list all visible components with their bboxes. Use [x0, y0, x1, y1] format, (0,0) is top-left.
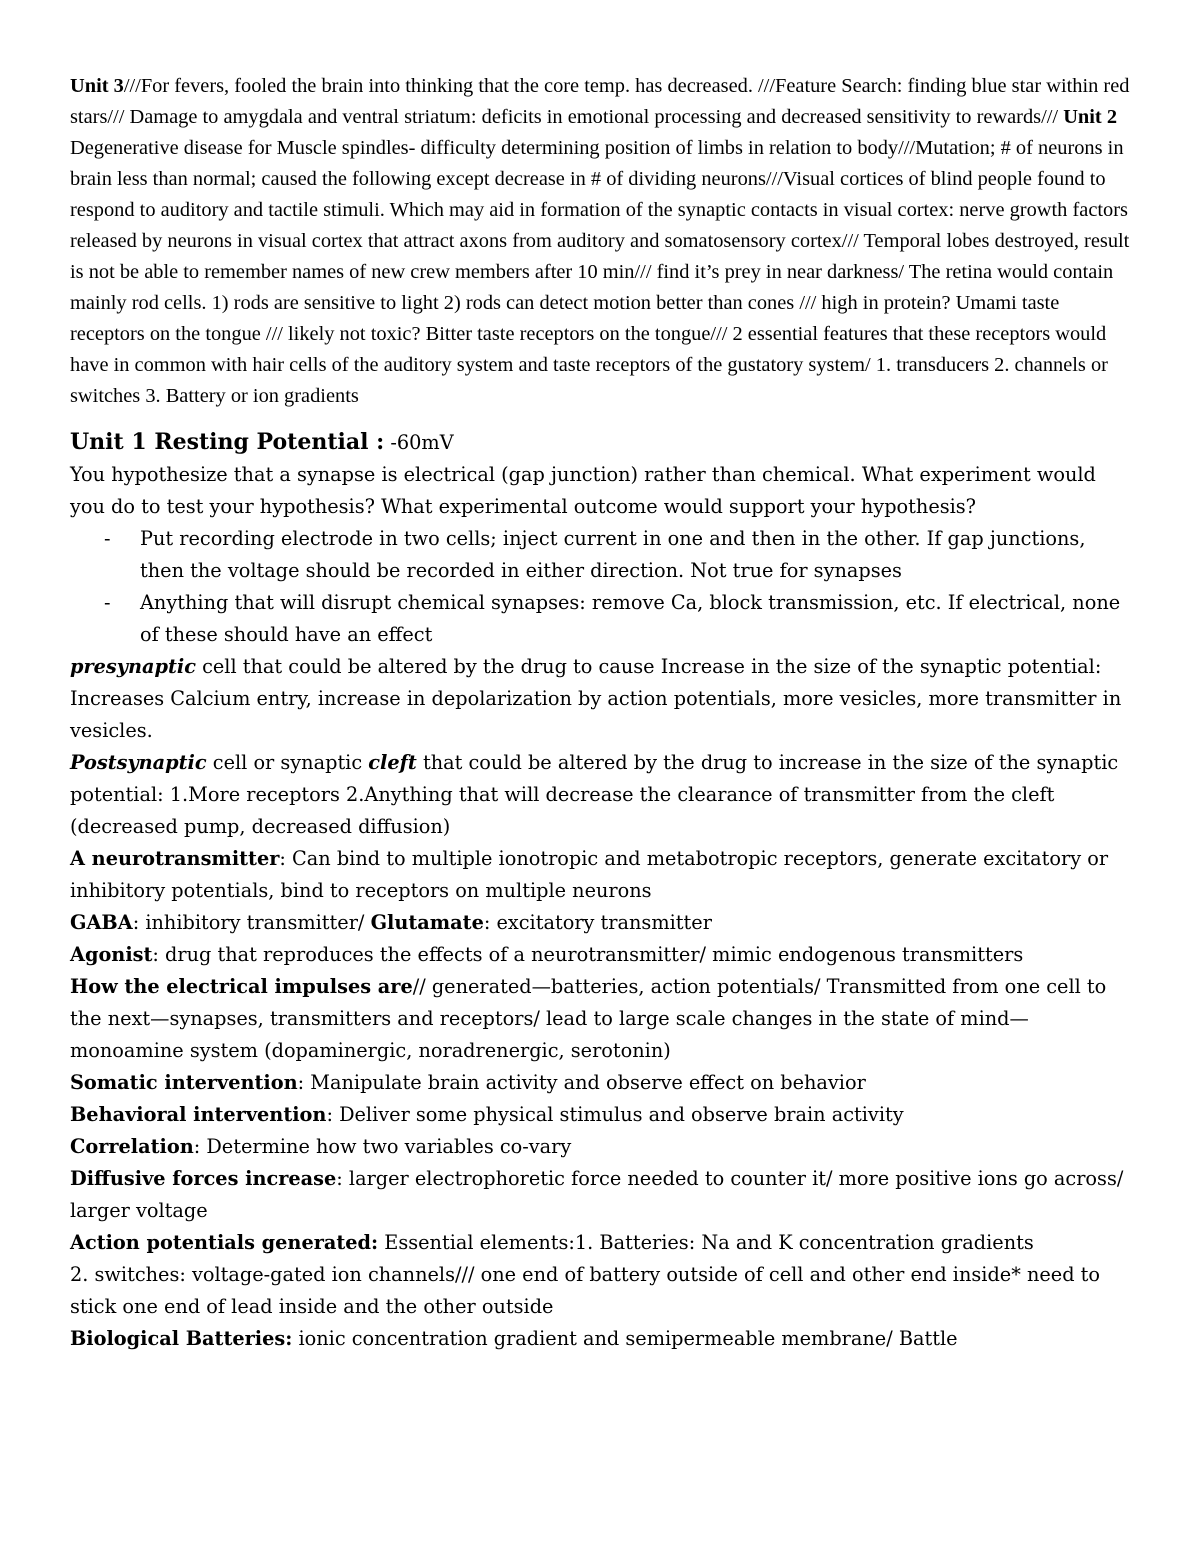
postsynaptic-entry	[70, 747, 1130, 843]
list-item: - Put recording electrode in two cells; inject current in one and then in the other. If gap junctions, then the voltage should be recorded in either direction. Not true for synapses	[140, 523, 1130, 587]
correlation-entry	[70, 1131, 1130, 1163]
gaba-glutamate-entry	[70, 907, 1130, 939]
cleft-term: cleft	[368, 751, 417, 774]
intro-paragraph	[70, 71, 1130, 412]
agonist-entry	[70, 939, 1130, 971]
agonist-text: : drug that reproduces the effects of a neurotransmitter/ mimic endogenous transmitters	[152, 943, 1024, 966]
experiment-list	[70, 523, 1130, 651]
presynaptic-entry	[70, 651, 1130, 747]
presynaptic-text: cell that could be altered by the drug to cause Increase in the size of the synaptic potential: Increases Calcium entry, increase in depolarization by action potentials, more vesicles, more transmitter in vesicles.	[70, 655, 1122, 742]
diffusive-entry	[70, 1163, 1130, 1227]
unit2-text: Degenerative disease for Muscle spindles- difficulty determining position of limbs in relation to body///Mutation; # of neurons in brain less than normal; caused the following except decrease in # of dividing neurons///Visual cortices of blind people found to respond to auditory and tactile stimuli. Which may aid in formation of the synaptic contacts in visual cortex: nerve growth factors released by neurons in visual cortex that attract axons from auditory and somatosensory cortex/// Temporal lobes destroyed, result is not be able to remember names of new crew members after 10 min/// find it’s prey in near darkness/ The retina would contain mainly rod cells. 1) rods are sensitive to light 2) rods can detect motion better than cones /// high in protein? Umami taste receptors on the tongue /// likely not toxic? Bitter taste receptors on the tongue/// 2 essential features that these receptors would have in common with hair cells of the auditory system and taste receptors of the gustatory system/ 1. transducers 2. channels or switches 3. Battery or ion gradients	[70, 137, 1130, 407]
correlation-text: : Determine how two variables co-vary	[193, 1135, 572, 1158]
unit1-heading-bold: Unit 1 Resting Potential :	[70, 429, 385, 455]
impulses-term: How the electrical impulses are	[70, 975, 413, 998]
neurotransmitter-entry	[70, 843, 1130, 907]
unit1-question: You hypothesize that a synapse is electrical (gap junction) rather than chemical. What experiment would you do to test your hypothesis? What experimental outcome would support your hypothesis?	[70, 463, 1096, 518]
presynaptic-term: presynaptic	[70, 655, 196, 678]
action-text: Essential elements:1. Batteries: Na and K concentration gradients	[378, 1231, 1034, 1254]
glutamate-term: Glutamate	[370, 911, 484, 934]
neurotransmitter-term: A neurotransmitter	[70, 847, 280, 870]
agonist-term: Agonist	[70, 943, 153, 966]
somatic-text: : Manipulate brain activity and observe effect on behavior	[297, 1071, 866, 1094]
diffusive-term: Diffusive forces increase	[70, 1167, 337, 1190]
unit1-heading-value: -60mV	[384, 431, 454, 454]
main-notes	[70, 426, 1130, 1355]
impulses-text: // generated—batteries, action potentials/ Transmitted from one cell to the next—synapses, transmitters and receptors/ lead to large scale changes in the state of mind—monoamine system (dopaminergic, noradrenergic, serotonin)	[70, 975, 1107, 1062]
switches-entry: 2. switches: voltage-gated ion channels/// one end of battery outside of cell and other end inside* need to stick one end of lead inside and the other outside	[70, 1263, 1101, 1318]
neurotransmitter-text: : Can bind to multiple ionotropic and metabotropic receptors, generate excitatory or inhibitory potentials, bind to receptors on multiple neurons	[70, 847, 1109, 902]
unit2-label: Unit 2	[1063, 106, 1118, 128]
correlation-term: Correlation	[70, 1135, 194, 1158]
unit1-heading	[70, 426, 1130, 459]
batteries-text: ionic concentration gradient and semipermeable membrane/ Battle	[292, 1327, 958, 1350]
list-item: - Anything that will disrupt chemical synapses: remove Ca, block transmission, etc. If electrical, none of these should have an effect	[140, 587, 1130, 651]
action-term: Action potentials generated:	[70, 1231, 379, 1254]
postsynaptic-mid: cell or synaptic	[206, 751, 369, 774]
gaba-term: GABA	[70, 911, 133, 934]
behavioral-text: : Deliver some physical stimulus and observe brain activity	[326, 1103, 904, 1126]
somatic-term: Somatic intervention	[70, 1071, 298, 1094]
unit3-label: Unit 3	[70, 75, 124, 97]
batteries-term: Biological Batteries:	[70, 1327, 293, 1350]
behavioral-entry	[70, 1099, 1130, 1131]
unit3-text: ///For fevers, fooled the brain into thinking that the core temp. has decreased. ///Feature Search: finding blue star within red stars/// Damage to amygdala and ventral striatum: deficits in emotional processing and decreased sensitivity to rewards///	[70, 75, 1130, 128]
postsynaptic-text: that could be altered by the drug to increase in the size of the synaptic potential: 1.More receptors 2.Anything that will decrease the clearance of transmitter from the cleft (decreased pump, decreased diffusion)	[70, 751, 1119, 838]
behavioral-term: Behavioral intervention	[70, 1103, 327, 1126]
impulses-entry	[70, 971, 1130, 1067]
action-potentials-entry	[70, 1227, 1130, 1259]
diffusive-text: : larger electrophoretic force needed to counter it/ more positive ions go across/ larger voltage	[70, 1167, 1124, 1222]
postsynaptic-term: Postsynaptic	[70, 751, 207, 774]
gaba-text: : inhibitory transmitter/	[132, 911, 371, 934]
somatic-entry	[70, 1067, 1130, 1099]
batteries-entry	[70, 1323, 1130, 1355]
glutamate-text: : excitatory transmitter	[483, 911, 712, 934]
